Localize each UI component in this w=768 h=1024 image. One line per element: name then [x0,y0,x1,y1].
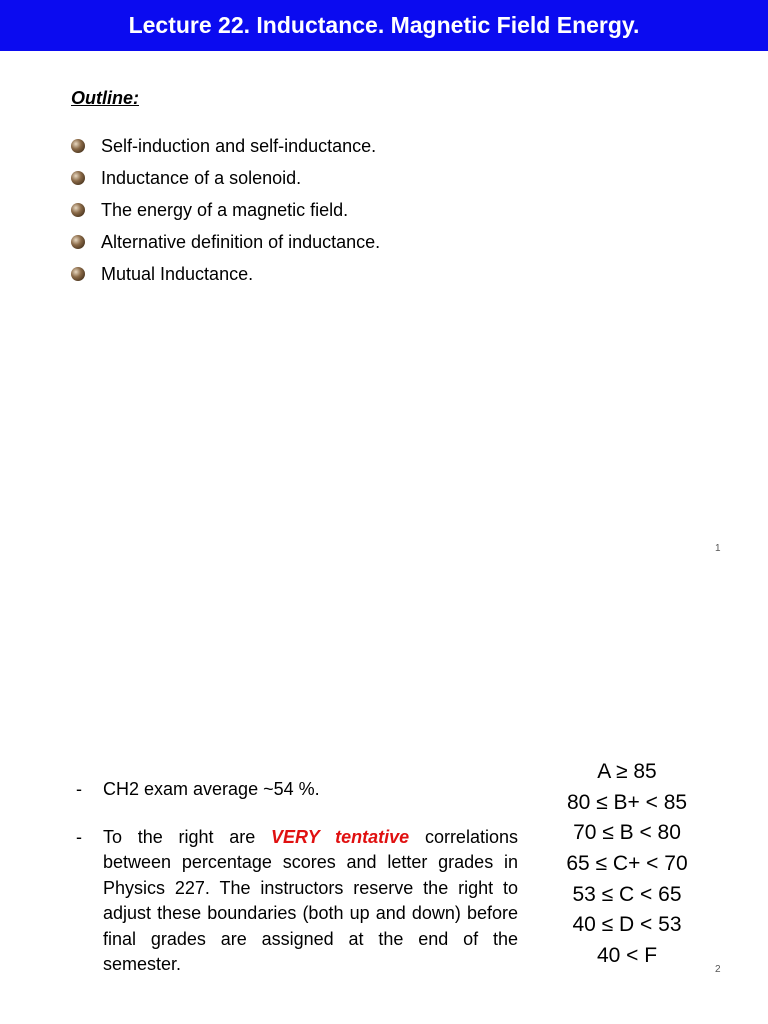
outline-item-text: Alternative definition of inductance. [101,231,381,252]
note-dash: - [76,779,82,799]
outline-item [71,130,380,162]
note-text [103,825,518,978]
outline-list [71,130,380,290]
bullet-ball-icon [71,171,85,185]
grade-row: 53 ≤ C < 65 [572,882,682,906]
note-exam-average [76,777,518,803]
outline-label: Outline: [71,88,139,108]
note-dash: - [76,826,82,847]
outline-item [71,194,380,226]
grade-row: 65 ≤ C+ < 70 [566,852,688,876]
tentative-suffix: correlations between percentage scores and letter grades in Physics 227. The instructors reserve the right to adjust these boundaries (both up and down) before final grades are assigned at the end of the semester. [103,826,518,974]
tentative-emphasis: VERY tentative [271,826,410,847]
grade-row: A ≥ 85 [597,760,657,783]
slide-2 [0,580,768,1024]
grade-row: 40 ≤ D < 53 [572,913,682,937]
outline-item [71,258,380,290]
outline-item-text: The energy of a magnetic field. [101,199,349,220]
bullet-ball-icon [71,139,85,153]
bullet-ball-icon [71,203,85,217]
page-number-1: 1 [715,543,721,554]
lecture-title: Lecture 22. Inductance. Magnetic Field Energy. [128,12,640,38]
outline-item [71,162,380,194]
notes [76,777,518,1000]
outline-item-text: Mutual Inductance. [101,263,254,284]
page-number-2: 2 [715,964,721,975]
bullet-ball-icon [71,267,85,281]
outline-item [71,226,380,258]
bullet-ball-icon [71,235,85,249]
grade-row: 40 < F [596,944,658,968]
grade-row: 80 ≤ B+ < 85 [566,790,688,814]
note-tentative [76,825,518,978]
grade-row: 70 ≤ B < 80 [573,821,681,845]
tentative-prefix: To the right are [103,826,256,847]
grade-boundaries [540,757,714,972]
title-bar [0,0,768,51]
outline-item-text: Inductance of a solenoid. [101,167,302,188]
outline-item-text: Self-induction and self-inductance. [101,135,377,156]
note-text: CH2 exam average ~54 %. [103,779,320,799]
